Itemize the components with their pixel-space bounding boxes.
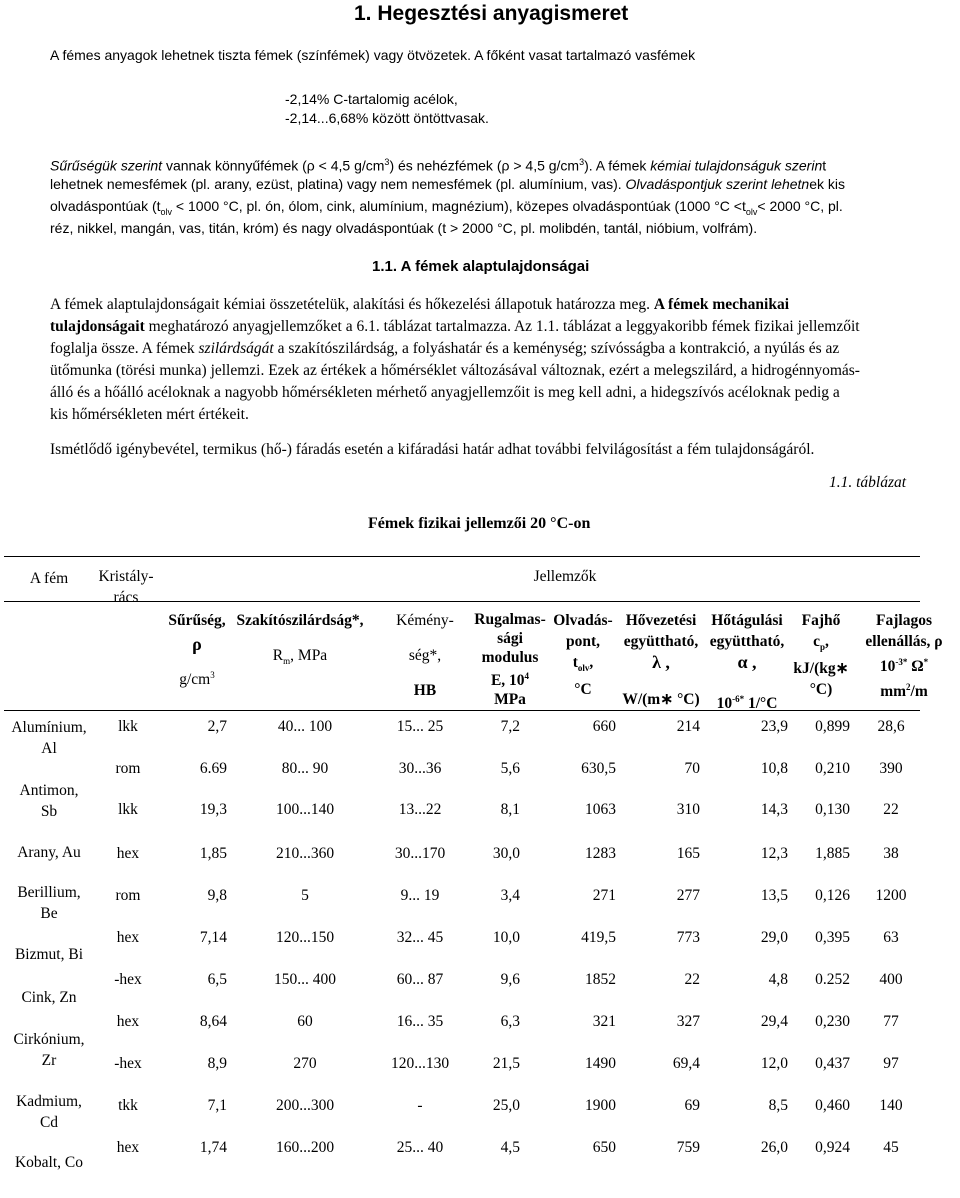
col-header-resistivity-l4 — [852, 677, 956, 702]
cell-crystal: hex — [116, 929, 140, 946]
cell-specific-heat: 0,437 — [815, 1055, 850, 1072]
cell-conductivity: 22 — [684, 971, 700, 988]
cell-resistivity: 1200 — [875, 887, 907, 904]
metal-name-line: Kobalt, Co — [14, 1154, 84, 1171]
col-header-elastic-l4 — [470, 667, 550, 690]
col-header-hardness — [380, 610, 470, 701]
cell-resistivity: 140 — [879, 1097, 903, 1114]
metal-name — [4, 987, 94, 1008]
cell-crystal: -hex — [114, 971, 142, 988]
para3-line: Ismétlődő igénybevétel, termikus (hő-) fáradás esetén a kifáradási határ adhat további felvilágosítást a fém tulajdonságáról. — [50, 441, 815, 458]
cell-specific-heat: 0,210 — [815, 760, 850, 777]
metal-name — [4, 780, 94, 822]
cell-hardness: - — [417, 1097, 423, 1114]
page-title: 1. Hegesztési anyagismeret — [354, 2, 629, 25]
cell-conductivity: 759 — [676, 1139, 700, 1156]
cell-tensile: 40... 100 — [277, 718, 333, 735]
metal-name-line: Antimon, — [19, 782, 79, 799]
cell-expansion: 23,9 — [760, 718, 788, 735]
cell-conductivity: 310 — [676, 801, 700, 818]
intro-list-item: -2,14% C-tartalomig acélok, — [285, 91, 458, 107]
cell-resistivity: 97 — [883, 1055, 899, 1072]
cell-specific-heat: 0,395 — [815, 929, 850, 946]
cell-expansion: 13,5 — [760, 887, 788, 904]
cell-hardness: 60... 87 — [396, 971, 444, 988]
cell-density: 9,8 — [207, 887, 227, 904]
cell-specific-heat: 0,460 — [815, 1097, 850, 1114]
cell-hardness: 15... 25 — [396, 718, 444, 735]
cell-elastic: 9,6 — [500, 971, 520, 988]
cell-melting: 660 — [592, 718, 616, 735]
col-header-expansion-l4 — [704, 689, 790, 714]
metal-name — [4, 717, 94, 759]
para2-line — [50, 294, 789, 316]
cell-tensile: 210...360 — [275, 845, 335, 862]
cell-specific-heat: 0.252 — [815, 971, 850, 988]
cell-tensile: 200...300 — [275, 1097, 335, 1114]
cell-resistivity: 38 — [883, 845, 899, 862]
col-header-conductivity-l4: W/(m∗ °C) — [622, 691, 700, 708]
density-unit-sup: 3 — [210, 670, 215, 680]
cell-density: 7,14 — [199, 929, 227, 946]
cell-tensile: 100...140 — [275, 801, 335, 818]
para2-em: szilárdságát — [198, 340, 274, 357]
col-header-resistivity-l3 — [852, 652, 956, 677]
cell-conductivity: 70 — [684, 760, 700, 777]
cell-density: 6,5 — [207, 971, 227, 988]
col-header-conductivity-l1: Hővezetési — [625, 612, 697, 629]
metal-symbol: Cd — [39, 1114, 59, 1131]
col-header-melting-l1: Olvadás- — [553, 612, 613, 629]
col-header-hardness-l1: Kémény- — [396, 612, 454, 629]
col-header-density-l2: ρ — [192, 634, 202, 654]
col-header-tensile — [230, 610, 370, 672]
col-header-melting-l3 — [548, 652, 618, 679]
para2-strong: A fémek mechanikai — [653, 296, 790, 313]
col-header-density-l3 — [164, 665, 230, 690]
cell-specific-heat: 0,126 — [815, 887, 850, 904]
para2-line — [50, 316, 860, 338]
para1-sub: olv — [160, 206, 173, 217]
table-top-rule — [4, 556, 920, 557]
cell-expansion: 29,0 — [760, 929, 788, 946]
cell-expansion: 29,4 — [760, 1013, 788, 1030]
metal-symbol: Be — [40, 905, 58, 922]
cell-hardness: 30...36 — [398, 760, 442, 777]
col-header-resistivity-l1: Fajlagos — [876, 612, 932, 629]
metal-name-line: Cirkónium, — [13, 1031, 85, 1048]
cell-resistivity: 77 — [883, 1013, 899, 1030]
cell-crystal: hex — [116, 1139, 140, 1156]
para1-line — [50, 173, 845, 195]
cell-hardness: 16... 35 — [396, 1013, 444, 1030]
cell-hardness: 9... 19 — [400, 887, 440, 904]
col-header-specific-heat-l1: Fajhő — [801, 612, 841, 629]
cell-density: 8,64 — [199, 1013, 227, 1030]
metal-name — [4, 944, 94, 965]
cell-expansion: 12,3 — [760, 845, 788, 862]
cell-resistivity: 390 — [879, 760, 903, 777]
cell-melting: 630,5 — [581, 760, 616, 777]
cell-elastic: 25,0 — [492, 1097, 520, 1114]
cell-elastic: 10,0 — [492, 929, 520, 946]
para2-text: A fémek alaptulajdonságait kémiai összetételük, alakítási és hőkezelési állapotuk határozza meg. — [50, 296, 654, 313]
metal-name-line: Arany, Au — [17, 844, 81, 861]
col-header-density-l1: Sűrűség, — [168, 612, 226, 629]
cell-tensile: 5 — [301, 887, 309, 904]
para2-line: álló és a hőálló acéloknak a nagyobb hőmérsékleten mérhető anyagjellemzőit is meg kell adni, a hidegszívós acéloknak pedig a — [50, 384, 840, 401]
col-header-expansion — [704, 610, 790, 714]
res-unit: mm — [880, 683, 907, 701]
col-header-expansion-l3: α , — [737, 652, 757, 672]
cell-crystal: -hex — [114, 1055, 142, 1072]
res-omega: Ω — [907, 658, 924, 676]
cell-resistivity: 28,6 — [877, 718, 905, 735]
cell-hardness: 13...22 — [398, 801, 442, 818]
col-header-elastic-l2: sági — [497, 630, 523, 647]
col-header-resistivity — [852, 610, 956, 702]
metal-name-line: Bizmut, Bi — [14, 946, 84, 963]
para1-em: Olvadáspontjuk szerint lehetn — [625, 176, 810, 192]
metal-name — [4, 842, 94, 863]
cell-tensile: 270 — [293, 1055, 317, 1072]
para2-line — [50, 338, 839, 360]
para1-sup: 3 — [384, 157, 390, 167]
para2-text: a szakítószilárdság, a folyáshatár és a keménység; szívósságba a kontrakció, a nyúlás és az — [273, 340, 840, 357]
cell-conductivity: 69,4 — [672, 1055, 700, 1072]
metal-name-line: Cink, Zn — [21, 989, 77, 1006]
cell-crystal: rom — [115, 887, 141, 904]
expansion-unit: 1/°C — [744, 695, 778, 713]
cell-expansion: 8,5 — [768, 1097, 788, 1114]
cell-tensile: 160...200 — [275, 1139, 335, 1156]
para1-text: < 2000 °C, pl. — [757, 198, 843, 214]
cell-density: 8,9 — [207, 1055, 227, 1072]
para1-text: lehetnek nemesfémek (pl. arany, ezüst, platina) vagy nem nemesfémek (pl. alumínium, vas). — [50, 176, 626, 192]
metal-name — [4, 1029, 94, 1071]
col-header-elastic-l1: Rugalmas- — [474, 611, 546, 628]
cell-density: 19,3 — [199, 801, 227, 818]
cell-specific-heat: 1,885 — [815, 845, 850, 862]
cell-melting: 1490 — [585, 1055, 616, 1072]
section-heading: 1.1. A fémek alaptulajdonságai — [372, 258, 590, 275]
res-unit-tail: /m — [910, 683, 928, 701]
metal-symbol: Sb — [40, 803, 58, 820]
cell-elastic: 6,3 — [500, 1013, 520, 1030]
cell-tensile: 150... 400 — [274, 971, 336, 988]
metal-name — [4, 1091, 94, 1133]
cell-crystal: rom — [115, 760, 141, 777]
col-header-elastic — [470, 610, 550, 709]
metal-symbol: Zr — [41, 1052, 57, 1069]
col-header-elastic-l3: modulus — [481, 649, 539, 666]
col-header-density — [164, 610, 230, 690]
cell-tensile: 120...150 — [275, 929, 335, 946]
cell-conductivity: 69 — [684, 1097, 700, 1114]
cell-density: 6.69 — [199, 760, 227, 777]
col-header-melting-l2: pont, — [565, 633, 601, 650]
para1-line: réz, nikkel, mangán, vas, titán, króm) és nagy olvadáspontúak (t > 2000 °C, pl. molibdén, tantál, nióbium, volfrám). — [50, 220, 758, 236]
para1-text: vannak könnyűfémek (ρ < 4,5 g/cm — [162, 157, 385, 174]
cell-density: 1,85 — [199, 845, 227, 862]
cell-tensile: 80... 90 — [281, 760, 329, 777]
col-header-crystal-l1: Kristály- — [98, 568, 154, 585]
cell-elastic: 3,4 — [500, 887, 520, 904]
cell-hardness: 32... 45 — [396, 929, 444, 946]
density-unit: g/cm — [179, 671, 211, 689]
cell-elastic: 5,6 — [500, 760, 520, 777]
cell-elastic: 30,0 — [492, 845, 520, 862]
para2-strong: tulajdonságait — [50, 318, 145, 335]
para1-em: kémiai tulajdonságuk szerin — [650, 157, 823, 174]
para2-text: foglalja össze. A fémek — [50, 340, 199, 357]
intro-list-item: -2,14...6,68% között öntöttvasak. — [285, 110, 489, 126]
tensile-sub: m — [283, 656, 291, 667]
cell-expansion: 14,3 — [760, 801, 788, 818]
col-header-crystal — [94, 566, 158, 608]
col-header-resistivity-l2: ellenállás, ρ — [865, 633, 943, 650]
cell-melting: 1900 — [585, 1097, 616, 1114]
res-sup: -3* — [895, 657, 908, 667]
col-header-tensile-l2 — [230, 645, 370, 672]
heat-sym: c — [813, 633, 820, 650]
metal-name — [4, 1152, 94, 1173]
cell-hardness: 120...130 — [390, 1055, 450, 1072]
col-header-melting-l4: °C — [574, 681, 592, 699]
cell-expansion: 12,0 — [760, 1055, 788, 1072]
cell-melting: 419,5 — [581, 929, 616, 946]
cell-expansion: 10,8 — [760, 760, 788, 777]
para2-text: meghatározó anyagjellemzőket a 6.1. táblázat tartalmazza. Az 1.1. táblázat a leggyakoribb fémek fizikai jellemzőit — [144, 318, 860, 335]
cell-density: 1,74 — [199, 1139, 227, 1156]
elastic-sup: 4 — [524, 671, 530, 681]
melting-comma: , — [589, 654, 594, 671]
cell-specific-heat: 0,924 — [815, 1139, 850, 1156]
cell-resistivity: 45 — [883, 1139, 899, 1156]
col-header-conductivity-l2: együttható, — [623, 633, 699, 650]
cell-crystal: hex — [116, 845, 140, 862]
cell-expansion: 26,0 — [760, 1139, 788, 1156]
para1-text: ). A fémek — [584, 157, 651, 174]
para1-text: olvadáspontúak (t — [50, 198, 161, 214]
metal-symbol: Al — [41, 740, 57, 757]
col-header-expansion-l1: Hőtágulási — [711, 612, 783, 629]
cell-crystal: hex — [116, 1013, 140, 1030]
col-header-group: Jellemzők — [533, 568, 597, 585]
para2-line: ütőmunka (törési munka) jellemzi. Ezek az értékek a hőmérséklet változásával változnak, ezért a melegszilárd, a hidrogénnyomás- — [50, 362, 860, 379]
cell-crystal: lkk — [118, 718, 138, 735]
col-header-melting — [548, 610, 618, 700]
col-header-metal: A fém — [29, 570, 69, 587]
res-base: 10 — [879, 658, 896, 676]
para2-line: kis hőmérsékleten mért értékeit. — [50, 406, 249, 423]
table-title: Fémek fizikai jellemzői 20 °C-on — [368, 515, 591, 532]
cell-melting: 1283 — [585, 845, 616, 862]
para1-em: Sűrűségük szerint — [50, 157, 163, 174]
intro-line: A fémes anyagok lehetnek tiszta fémek (színfémek) vagy ötvözetek. A főként vasat tartalmazó vasfémek — [50, 47, 696, 63]
cell-specific-heat: 0,230 — [815, 1013, 850, 1030]
metal-name — [4, 882, 94, 924]
col-header-specific-heat-l4: °C) — [809, 681, 833, 699]
cell-melting: 321 — [592, 1013, 616, 1030]
heat-sub: p — [820, 642, 826, 653]
cell-hardness: 25... 40 — [396, 1139, 444, 1156]
tensile-unit: , MPa — [290, 647, 328, 664]
cell-expansion: 4,8 — [768, 971, 788, 988]
col-header-hardness-l3: HB — [413, 682, 437, 699]
cell-density: 2,7 — [207, 718, 227, 735]
cell-melting: 271 — [592, 887, 616, 904]
para1-text: < 1000 °C, pl. ón, ólom, cink, alumínium, magnézium), közepes olvadáspontúak (1000 °C <t — [172, 198, 746, 214]
cell-tensile: 60 — [297, 1013, 313, 1030]
cell-melting: 1852 — [585, 971, 616, 988]
col-header-elastic-l5: MPa — [494, 691, 526, 709]
cell-resistivity: 22 — [883, 801, 899, 818]
cell-conductivity: 327 — [676, 1013, 700, 1030]
expansion-base: 10 — [716, 695, 733, 713]
col-header-specific-heat-l3: kJ/(kg∗ — [793, 660, 849, 678]
cell-crystal: tkk — [118, 1097, 138, 1114]
res-star: * — [923, 657, 929, 667]
col-header-specific-heat-l2 — [790, 631, 852, 658]
cell-specific-heat: 0,899 — [815, 718, 850, 735]
cell-elastic: 8,1 — [500, 801, 520, 818]
para1-sub: olv — [745, 206, 758, 217]
metal-name-line: Kadmium, — [16, 1093, 82, 1110]
col-header-specific-heat — [790, 610, 852, 700]
col-header-crystal-l2: rács — [113, 589, 139, 606]
metal-name-line: Alumínium, — [11, 719, 87, 736]
cell-conductivity: 165 — [676, 845, 700, 862]
table-caption: 1.1. táblázat — [829, 474, 907, 491]
cell-elastic: 21,5 — [492, 1055, 520, 1072]
heat-comma: , — [825, 633, 829, 650]
cell-density: 7,1 — [207, 1097, 227, 1114]
cell-crystal: lkk — [118, 801, 138, 818]
col-header-hardness-l2: ség*, — [408, 647, 442, 664]
cell-conductivity: 214 — [676, 718, 700, 735]
para1-text: ) és nehézfémek (ρ > 4,5 g/cm — [389, 157, 580, 174]
cell-conductivity: 773 — [676, 929, 700, 946]
col-header-expansion-l2: együttható, — [709, 633, 785, 650]
col-header-tensile-l1: Szakítószilárdság*, — [236, 612, 364, 629]
metal-name-line: Berillium, — [17, 884, 81, 901]
col-header-conductivity — [618, 610, 704, 710]
para1-text: ek kis — [809, 176, 846, 192]
melting-sym: t — [572, 654, 578, 671]
melting-sub: olv — [577, 663, 590, 674]
col-header-conductivity-l3: λ , — [652, 652, 670, 672]
tensile-sym: R — [272, 647, 284, 664]
cell-specific-heat: 0,130 — [815, 801, 850, 818]
cell-conductivity: 277 — [676, 887, 700, 904]
elastic-sym: E, 10 — [490, 672, 525, 690]
cell-resistivity: 63 — [883, 929, 899, 946]
cell-melting: 1063 — [585, 801, 616, 818]
cell-elastic: 4,5 — [500, 1139, 520, 1156]
cell-hardness: 30...170 — [394, 845, 446, 862]
expansion-sup: -6* — [732, 694, 745, 704]
para1-sup: 3 — [579, 157, 585, 167]
cell-melting: 650 — [592, 1139, 616, 1156]
cell-elastic: 7,2 — [500, 718, 520, 735]
cell-resistivity: 400 — [879, 971, 903, 988]
res-unit-sup: 2 — [906, 682, 911, 693]
para1-text: t — [822, 157, 827, 174]
